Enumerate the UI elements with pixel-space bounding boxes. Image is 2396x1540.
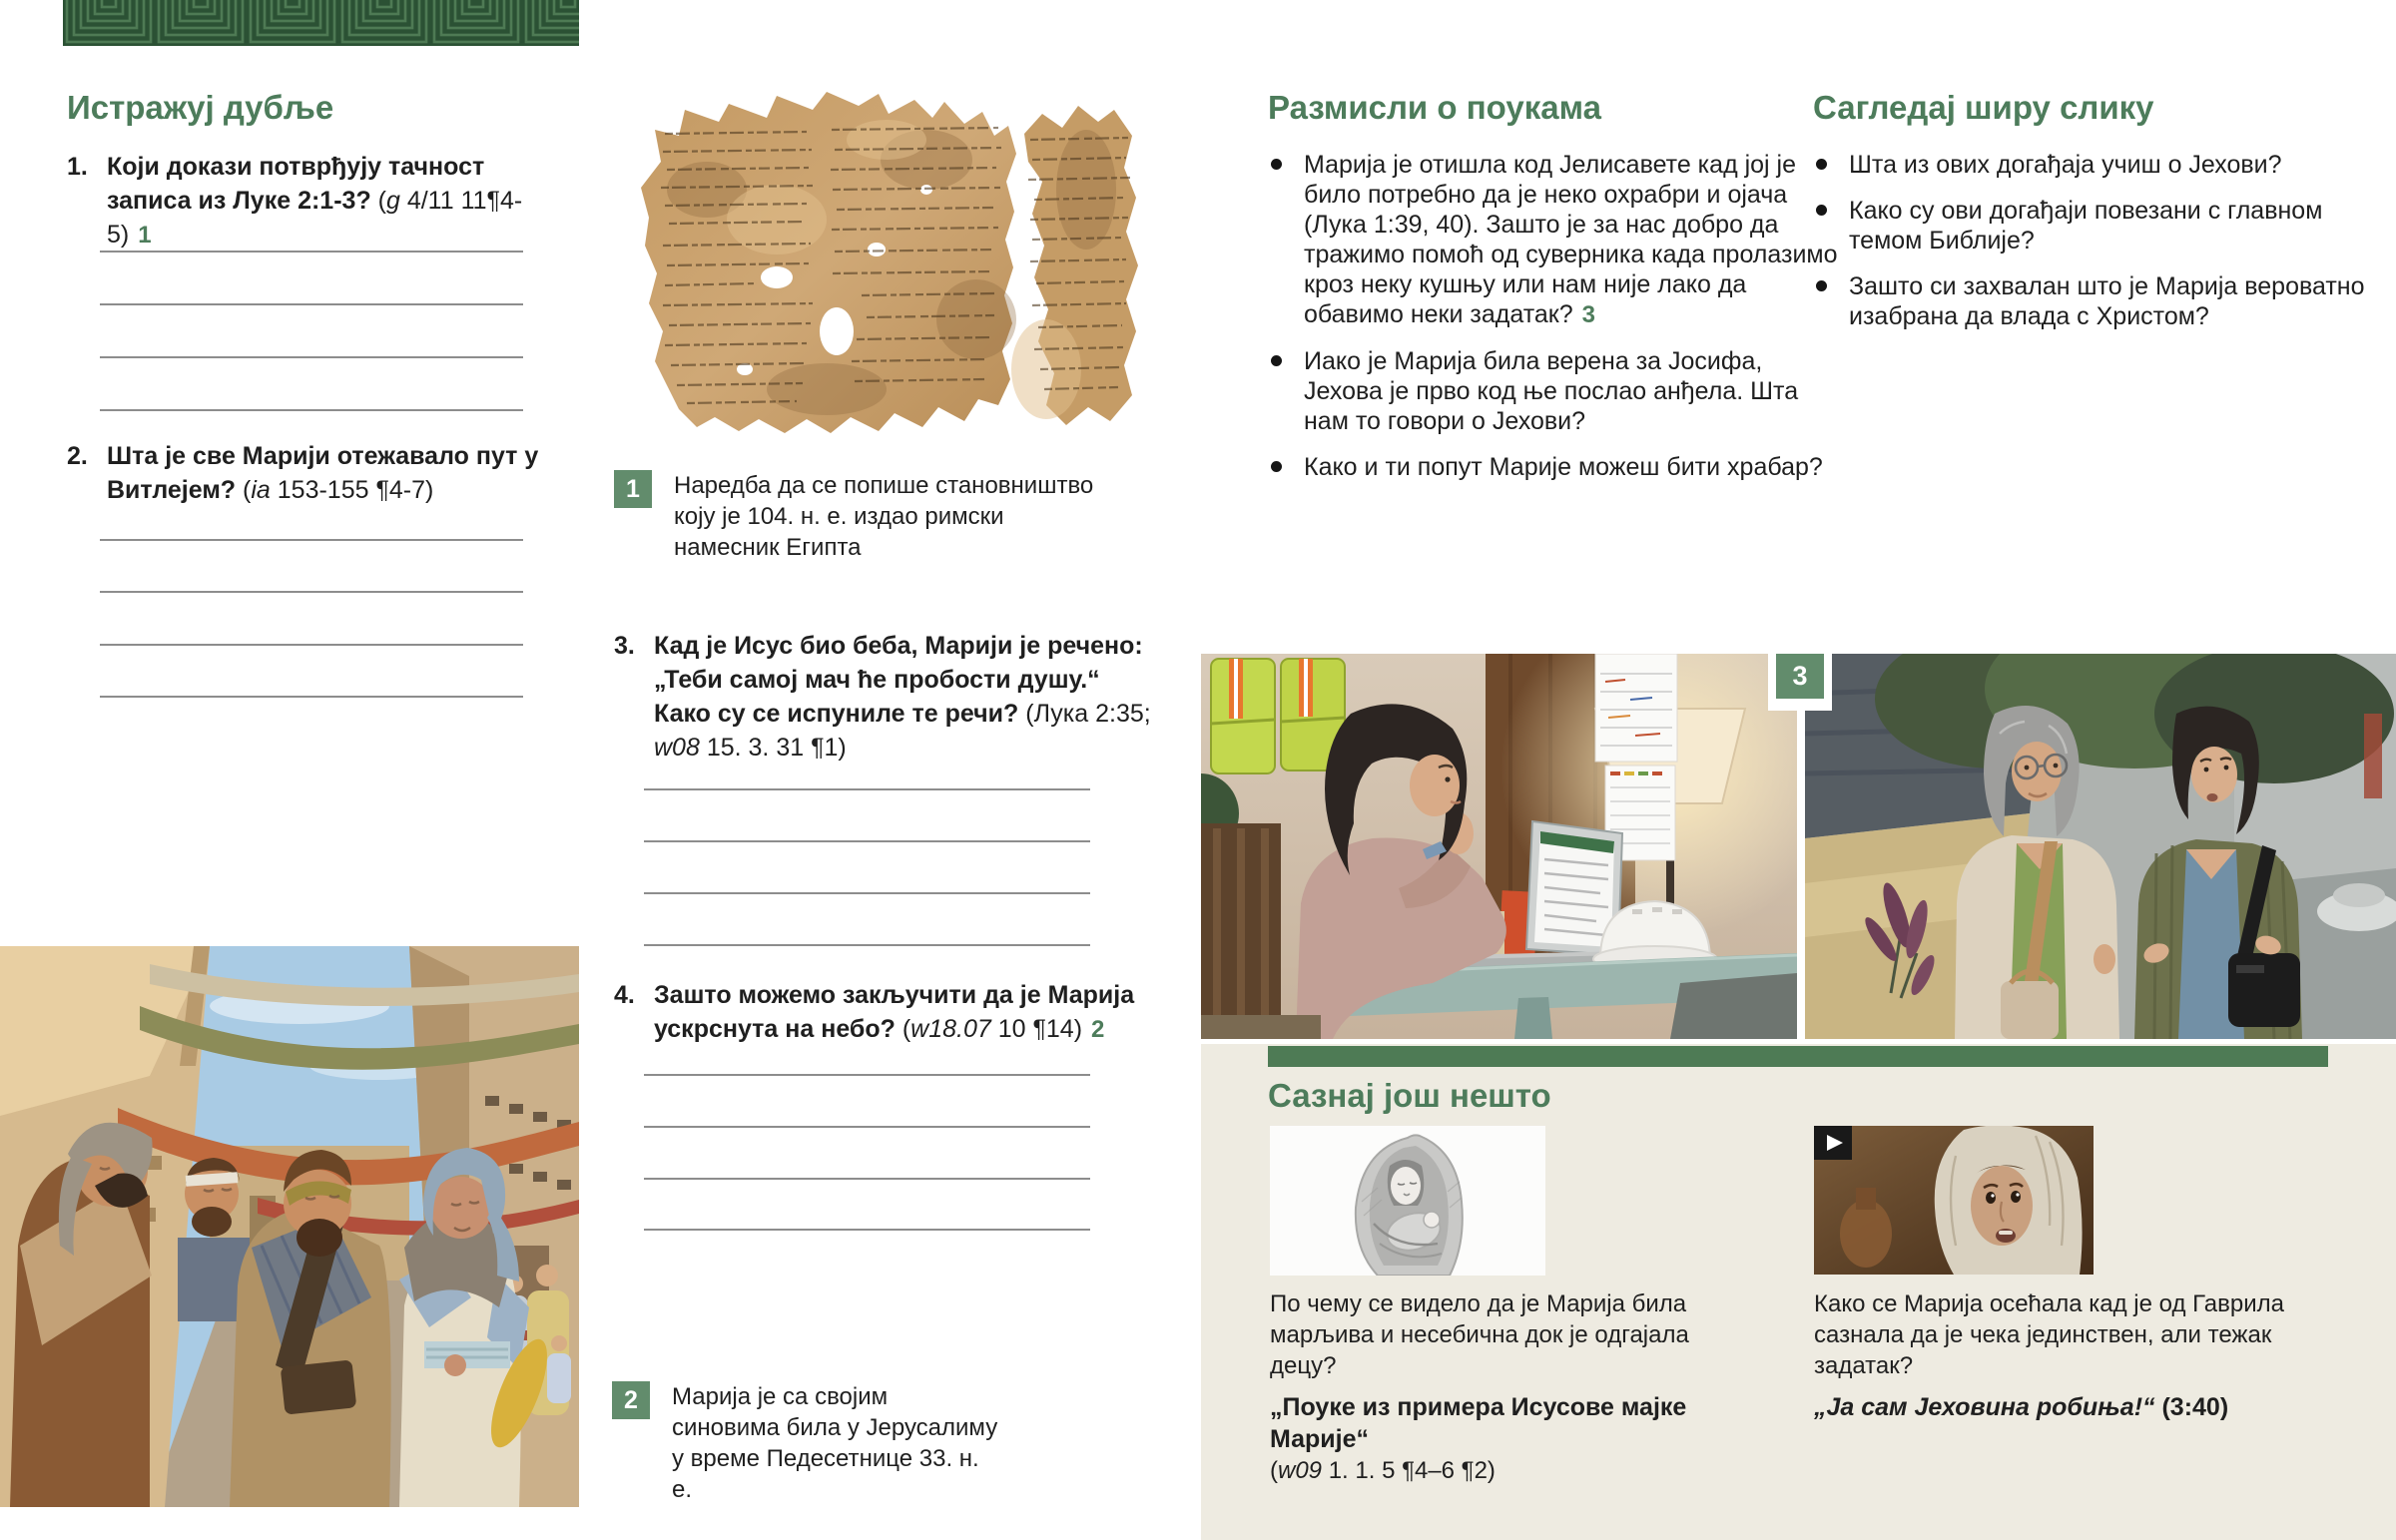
figure-caption-text: Наредба да се попише становништво коју је 104. н. е. издао римски намесник Египта: [674, 472, 1094, 561]
article-title-link[interactable]: „Поуке из примера Исусове мајке Марије“: [1270, 1393, 1687, 1453]
answer-line: [100, 539, 523, 541]
figure-caption-1: [614, 470, 1103, 563]
photo-woman-at-desk: [1201, 654, 1797, 1039]
bethlehem-street-illustration: [0, 946, 579, 1507]
answer-line: [100, 409, 523, 411]
question-2: [67, 439, 546, 507]
section-heading-bigger-picture: Сагледај ширу слику: [1813, 89, 2154, 126]
bullet-item: Иако је Марија била верена за Јосифа, Јехова је прво код ње послао анђела. Шта нам то говори о Јехови?: [1268, 346, 1842, 436]
figure-badge-1: 1: [614, 470, 652, 508]
answer-line: [644, 892, 1090, 894]
section-divider-bar: [1268, 1046, 2328, 1067]
learn-more-item-1: [1270, 1288, 1739, 1486]
question-3: [614, 629, 1158, 765]
question-number: 4.: [614, 981, 635, 1009]
answer-line: [644, 1178, 1090, 1180]
learn-more-question: Како се Марија осећала кад је од Гаврила сазнала да је чека јединствен, али тежак задатак?: [1814, 1290, 2284, 1379]
answer-line: [100, 644, 523, 646]
answer-line: [100, 303, 523, 305]
video-thumbnail[interactable]: [1814, 1126, 2094, 1275]
answer-line: [644, 1229, 1090, 1231]
question-1: [67, 150, 546, 253]
question-number: 1.: [67, 153, 88, 181]
section-heading-learn-more: Сазнај још нешто: [1268, 1077, 1551, 1114]
section-heading-ponder: Размисли о поукама: [1268, 89, 1601, 126]
answer-line: [644, 1126, 1090, 1128]
bigger-picture-bullet-list: [1813, 150, 2372, 347]
question-text: Шта је све Марији отежавало пут у Витлејем? (ia 153-155 ¶4-7): [107, 442, 539, 504]
learn-more-question: По чему се видело да је Марија била марљива и несебична док је одгајала децу?: [1270, 1290, 1689, 1379]
answer-line: [644, 788, 1090, 790]
answer-line: [644, 944, 1090, 946]
bullet-item: Шта из ових догађаја учиш о Јехови?: [1813, 150, 2372, 180]
answer-line: [644, 840, 1090, 842]
figure-caption-2: [612, 1381, 1031, 1505]
bullet-item: Марија је отишла код Јелисавете кад јој је било потребно да је неко охрабри и ојача (Лука 1:39, 40). Зашто је за нас добро да тражимо помоћ од суверника када пролазимо кроз неку кушњу или нам није лако да обавимо неки задатак? 3: [1268, 150, 1842, 330]
article-reference: (w09 1. 1. 5 ¶4–6 ¶2): [1270, 1457, 1496, 1484]
answer-line: [644, 1074, 1090, 1076]
bullet-item: Како су ови догађаји повезани с главном темом Библије?: [1813, 196, 2372, 256]
bullet-item: Зашто си захвалан што је Марија вероватно изабрана да влада с Христом?: [1813, 271, 2372, 331]
photo-two-women-walking: [1805, 654, 2396, 1039]
learn-more-item-2: [1814, 1288, 2323, 1423]
mary-drawing-image: [1270, 1126, 1545, 1276]
decorative-pattern-banner: [63, 0, 579, 46]
question-text: Који докази потврђују тачност записа из Луке 2:1-3? (g 4/11 11¶4-5) 1: [107, 153, 523, 249]
figure-badge-3-frame: [1768, 654, 1832, 711]
question-number: 3.: [614, 632, 635, 660]
papyrus-census-image: [627, 70, 1156, 449]
wall-calendar: [1595, 654, 1677, 860]
answer-line: [100, 696, 523, 698]
question-4: [614, 978, 1158, 1047]
figure-badge-2: 2: [612, 1381, 650, 1419]
answer-line: [100, 251, 523, 253]
ponder-bullet-list: [1268, 150, 1842, 498]
figure-badge-3: 3: [1776, 654, 1824, 699]
question-text: Зашто можемо закључити да је Марија ускрснута на небо? (w18.07 10 ¶14) 2: [654, 981, 1135, 1043]
question-number: 2.: [67, 442, 88, 470]
section-heading-explore: Истражуј дубље: [67, 89, 334, 126]
question-text: Кад је Исус био беба, Марији је речено: „Теби самој мач ће пробости душу.“ Како су се испуниле те речи? (Лука 2:35; w08 15. 3. 31 ¶1): [654, 632, 1151, 762]
bullet-item: Како и ти попут Марије можеш бити храбар?: [1268, 452, 1842, 482]
figure-caption-text: Марија је са својим синовима била у Јерусалиму у време Педесетнице 33. н. е.: [672, 1383, 998, 1503]
answer-line: [100, 356, 523, 358]
answer-line: [100, 591, 523, 593]
video-title-link[interactable]: „Ја сам Јеховина робиња!“ (3:40): [1814, 1393, 2229, 1421]
